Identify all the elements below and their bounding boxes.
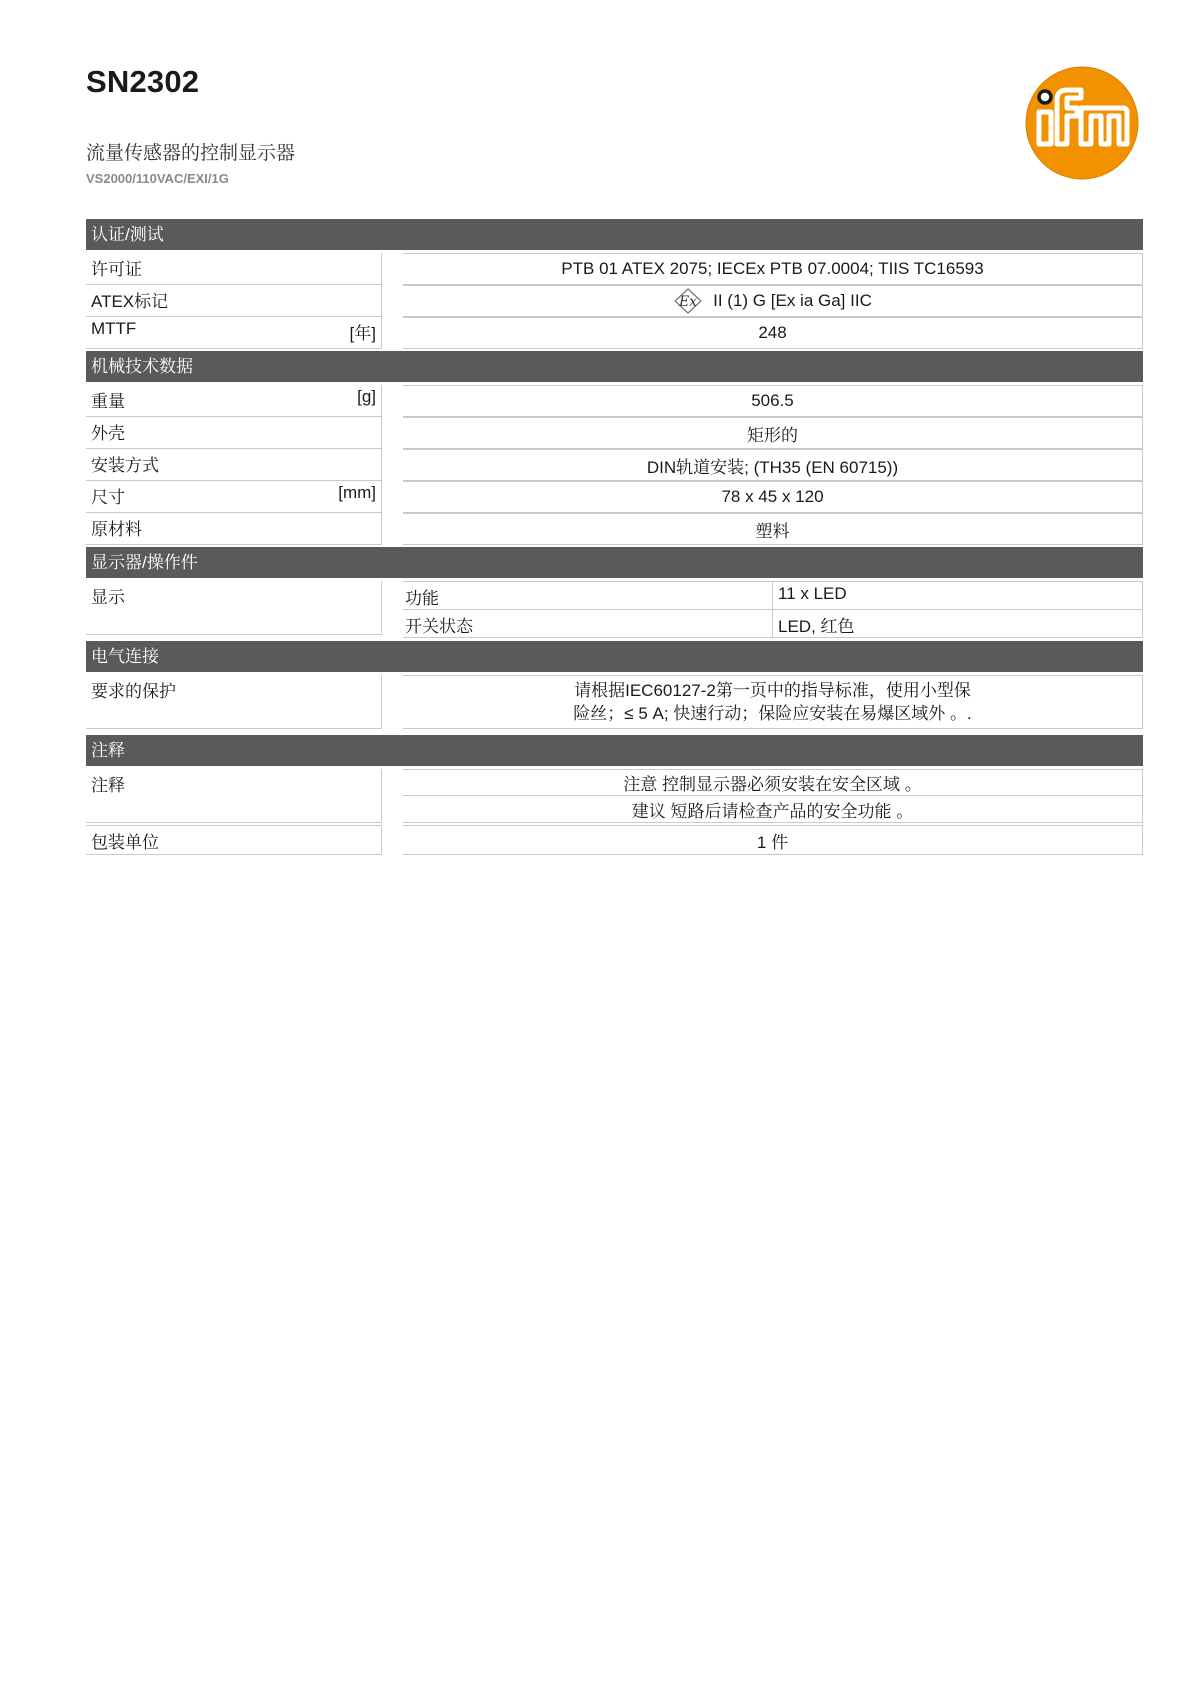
protection-value <box>403 675 1143 729</box>
row-protection <box>86 675 1143 729</box>
material-value: 塑料 <box>403 513 1143 545</box>
section-electrical: 电气连接 <box>86 641 1143 672</box>
row-display <box>86 581 1143 635</box>
mttf-label-text: MTTF <box>91 319 137 338</box>
display-row-function <box>403 581 1143 610</box>
atex-value: II (1) G [Ex ia Ga] IIC <box>713 291 872 310</box>
function-value: 11 x LED <box>773 581 1143 610</box>
display-row-switch <box>403 610 1143 638</box>
section-display: 显示器/操作件 <box>86 547 1143 578</box>
display-label: 显示 <box>86 581 382 635</box>
protection-line-1: 请根据IEC60127-2第一页中的指导标准，使用小型保 <box>574 681 971 700</box>
product-code: SN2302 <box>86 64 200 99</box>
display-subtable <box>403 581 1143 635</box>
row-housing <box>86 417 1143 449</box>
ifm-logo <box>1023 64 1141 182</box>
weight-label <box>86 385 382 417</box>
housing-label: 外壳 <box>86 417 382 449</box>
svg-text:Ex: Ex <box>679 294 698 310</box>
row-remarks <box>86 769 1143 823</box>
row-mounting <box>86 449 1143 481</box>
section-mechanical: 机械技术数据 <box>86 351 1143 382</box>
row-material <box>86 513 1143 545</box>
remarks-label: 注释 <box>86 769 382 823</box>
material-label: 原材料 <box>86 513 382 545</box>
weight-value: 506.5 <box>403 385 1143 417</box>
dimensions-label-text: 尺寸 <box>91 488 125 507</box>
switch-key: 开关状态 <box>403 610 773 638</box>
row-license <box>86 253 1143 285</box>
section-remarks: 注释 <box>86 735 1143 766</box>
atex-label: ATEX标记 <box>86 285 382 317</box>
housing-value: 矩形的 <box>403 417 1143 449</box>
mttf-unit: [年] <box>349 324 376 343</box>
mttf-label <box>86 317 382 349</box>
row-dimensions <box>86 481 1143 513</box>
dimensions-value: 78 x 45 x 120 <box>403 481 1143 513</box>
packaging-label: 包装单位 <box>86 825 382 855</box>
remark-1: 注意 控制显示器必须安装在安全区域 。 <box>403 769 1143 796</box>
row-mttf <box>86 317 1143 349</box>
row-atex <box>86 285 1143 317</box>
product-description: 流量传感器的控制显示器 <box>86 143 296 164</box>
atex-value-cell <box>403 285 1143 317</box>
dimensions-unit: [mm] <box>338 483 376 502</box>
remarks-list <box>403 769 1143 823</box>
mounting-label: 安装方式 <box>86 449 382 481</box>
row-packaging <box>86 825 1143 855</box>
weight-unit: [g] <box>357 387 376 406</box>
article-code: VS2000/110VAC/EXI/1G <box>86 171 229 186</box>
license-value: PTB 01 ATEX 2075; IECEx PTB 07.0004; TIIS TC16593 <box>403 253 1143 285</box>
packaging-value: 1 件 <box>403 825 1143 855</box>
row-weight <box>86 385 1143 417</box>
dimensions-label <box>86 481 382 513</box>
mttf-value: 248 <box>403 317 1143 349</box>
mounting-value: DIN轨道安装; (TH35 (EN 60715)) <box>403 449 1143 481</box>
ex-mark-icon <box>673 288 703 314</box>
protection-label: 要求的保护 <box>86 675 382 729</box>
weight-label-text: 重量 <box>91 392 125 411</box>
remark-2: 建议 短路后请检查产品的安全功能 。 <box>403 796 1143 823</box>
section-approvals: 认证/测试 <box>86 219 1143 250</box>
datasheet-table <box>86 219 1143 855</box>
license-label: 许可证 <box>86 253 382 285</box>
switch-value: LED, 红色 <box>773 610 1143 638</box>
function-key: 功能 <box>403 581 773 610</box>
protection-line-2: 险丝；≤ 5 A; 快速行动；保险应安装在易爆区域外 。. <box>573 704 972 723</box>
